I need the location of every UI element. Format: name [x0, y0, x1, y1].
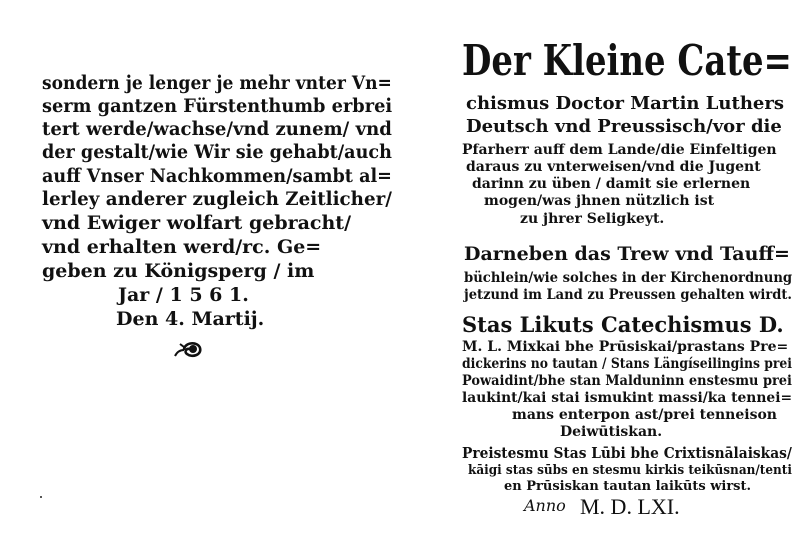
- prussian-text-line-3: Powaidint/bhe stan Malduninn enstesmu prei: [462, 373, 792, 389]
- right-page: [400, 0, 800, 553]
- title-text-line-3: Pfarherr auff dem Lande/die Einfeltigen: [462, 142, 777, 158]
- hymn-text-line-3: en Prūsiskan tautan laikūts wirst.: [504, 479, 752, 494]
- title-text-line-5: darinn zu üben / damit sie erlernen: [472, 176, 751, 192]
- baptism-text-line-1: büchlein/wie solches in der Kirchenordnung: [464, 270, 793, 286]
- left-text-line-11: Den 4. Martij.: [116, 308, 265, 330]
- left-text-line-1: sondern je lenger je mehr vnter Vn=: [42, 72, 392, 94]
- prussian-text-line-1: M. L. Mixkai bhe Prūsiskai/prastans Pre=: [462, 339, 789, 355]
- publication-year: M. D. LXI.: [580, 494, 680, 519]
- hymn-text-line-1: Preistesmu Stas Lūbi bhe Crixtisnālaiskas/: [462, 444, 792, 462]
- left-text-line-3: tert werde/wachse/vnd zunem/ vnd: [42, 118, 392, 140]
- catechism-title: Der Kleine Cate=: [462, 36, 792, 85]
- prussian-text-line-6: Deiwūtiskan.: [560, 424, 663, 440]
- prussian-text-line-5: mans enterpon ast/prei tenneison: [512, 407, 777, 423]
- print-speck: [40, 496, 42, 498]
- left-text-line-10: Jar / 1 5 6 1.: [118, 284, 249, 306]
- left-text-line-6: lerley anderer zugleich Zeitlicher/: [42, 188, 392, 210]
- title-text-line-2: Deutsch vnd Preussisch/vor die: [466, 116, 782, 137]
- title-text-line-7: zu jhrer Seligkeyt.: [520, 211, 665, 227]
- left-text-line-2: serm gantzen Fürstenthumb erbrei: [42, 95, 393, 117]
- prussian-heading: Stas Likuts Catechismus D.: [462, 312, 784, 337]
- anno-label: Anno: [524, 496, 566, 515]
- left-text-line-4: der gestalt/wie Wir sie gehabt/auch: [42, 141, 392, 163]
- title-text-line-1: chismus Doctor Martin Luthers: [466, 93, 784, 114]
- prussian-text-line-4: laukint/kai stai ismukint massi/ka tennei=: [462, 390, 793, 406]
- left-text-line-7: vnd Ewiger wolfart gebracht/: [42, 212, 352, 234]
- left-text-line-5: auff Vnser Nachkommen/sambt al=: [42, 165, 392, 187]
- left-text-line-8: vnd erhalten werd/rc. Ge=: [42, 236, 322, 258]
- prussian-text-line-2: dickerins no tautan / Stans Längíseilingins prei: [462, 356, 792, 372]
- left-text-line-9: geben zu Königsperg / im: [42, 260, 315, 282]
- baptism-heading: Darneben das Trew vnd Tauff=: [464, 243, 790, 265]
- baptism-text-line-2: jetzund im Land zu Preussen gehalten wirdt.: [464, 287, 792, 303]
- title-text-line-6: mogen/was jhnen nützlich ist: [484, 193, 715, 209]
- fleuron-ornament: [172, 338, 206, 360]
- hymn-text-line-2: kāigi stas sūbs en stesmu kirkis teikūsnan/tenti: [468, 463, 792, 478]
- title-text-line-4: daraus zu vnterweisen/vnd die Jugent: [466, 159, 761, 175]
